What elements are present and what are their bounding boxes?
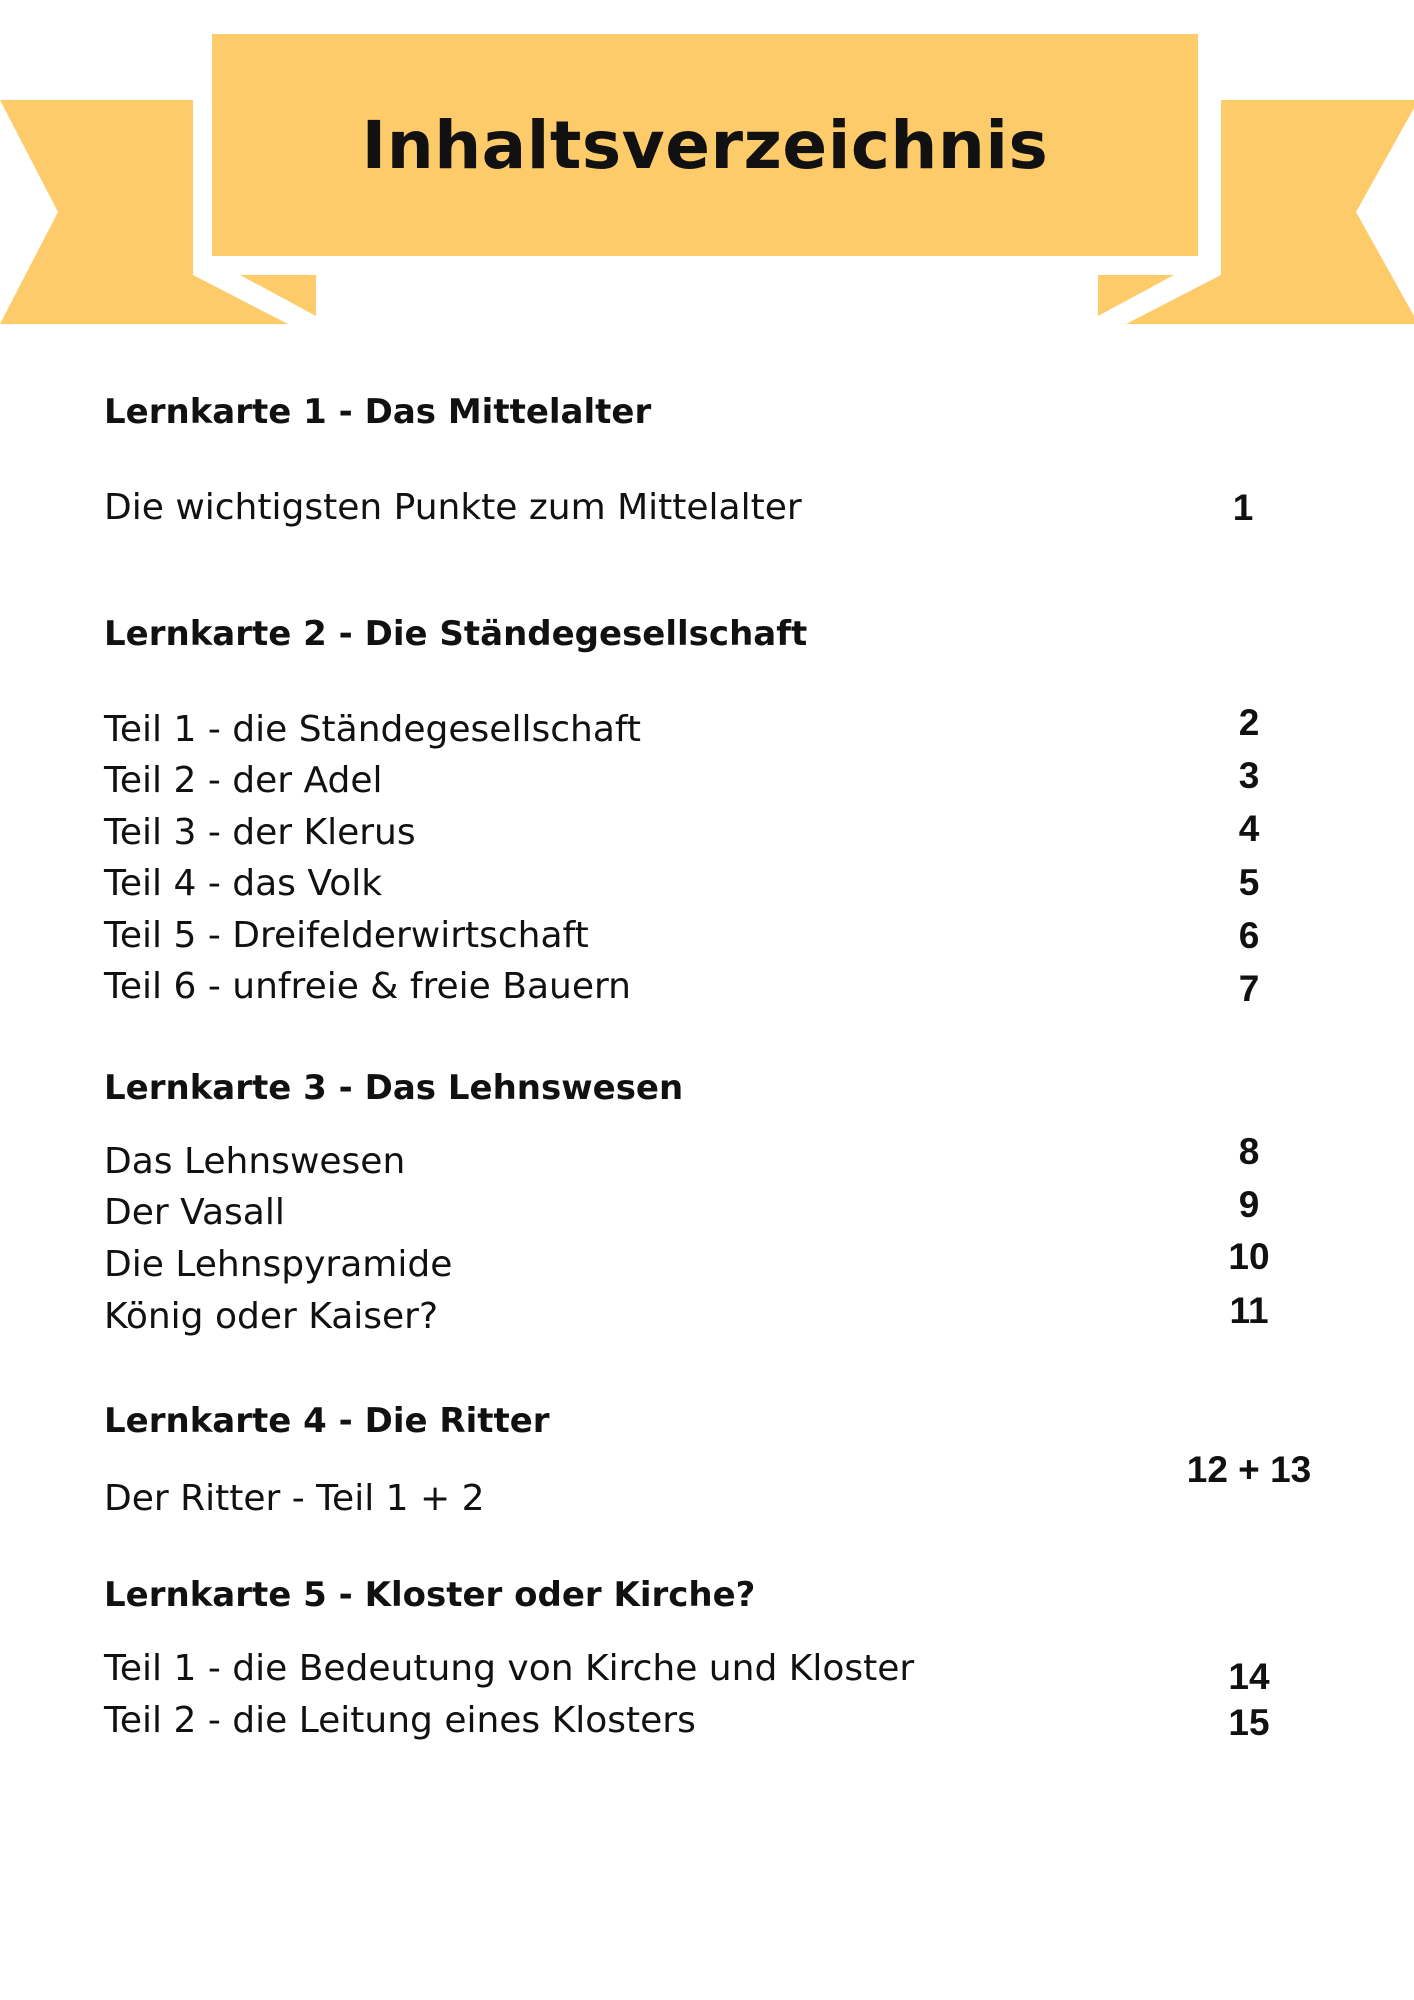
toc-entry-label: Die wichtigsten Punkte zum Mittelalter	[104, 487, 802, 528]
section-heading: Lernkarte 4 - Die Ritter	[104, 1401, 550, 1441]
toc-entry-label: Teil 1 - die Ständegesellschaft	[104, 709, 642, 750]
toc-entry-page: 9	[1238, 1184, 1260, 1225]
toc-entry-page: 14	[1228, 1656, 1270, 1697]
toc-entry-label: Der Vasall	[104, 1192, 285, 1233]
toc-entry-label: Der Ritter - Teil 1 + 2	[104, 1478, 485, 1519]
toc-entry-page: 7	[1238, 968, 1260, 1009]
section-heading: Lernkarte 5 - Kloster oder Kirche?	[104, 1575, 756, 1615]
toc-entry-label: Das Lehnswesen	[104, 1141, 406, 1182]
toc-entry-label: Teil 2 - die Leitung eines Klosters	[104, 1700, 696, 1741]
section-heading: Lernkarte 1 - Das Mittelalter	[104, 392, 652, 432]
section-heading: Lernkarte 3 - Das Lehnswesen	[104, 1068, 684, 1108]
page-title: Inhaltsverzeichnis	[361, 106, 1049, 184]
toc-entry-label: Teil 4 - das Volk	[104, 863, 383, 904]
toc-entry-page: 11	[1229, 1290, 1269, 1331]
toc-entry-page: 10	[1228, 1236, 1270, 1277]
toc-entry-page: 3	[1238, 755, 1260, 796]
section-heading: Lernkarte 2 - Die Ständegesellschaft	[104, 614, 808, 654]
toc-entry-page: 5	[1238, 862, 1260, 903]
toc-entry-page: 2	[1238, 702, 1260, 743]
toc-entry-page: 6	[1238, 915, 1260, 956]
toc-entry-label: König oder Kaiser?	[104, 1296, 439, 1337]
toc-entry-label: Teil 5 - Dreifelderwirtschaft	[104, 915, 589, 956]
toc-entry-page: 4	[1238, 808, 1260, 849]
toc-entry-page: 1	[1232, 487, 1254, 528]
toc-entry-page: 12 + 13	[1186, 1449, 1312, 1490]
toc-entry-label: Die Lehnspyramide	[104, 1244, 453, 1285]
toc-entry-page: 8	[1238, 1131, 1260, 1172]
toc-entry-label: Teil 6 - unfreie & freie Bauern	[104, 966, 631, 1007]
toc-entry-label: Teil 1 - die Bedeutung von Kirche und Kloster	[104, 1648, 915, 1689]
toc-entry-label: Teil 2 - der Adel	[104, 760, 383, 801]
toc-entry-page: 15	[1228, 1702, 1270, 1743]
toc-entry-label: Teil 3 - der Klerus	[104, 812, 416, 853]
